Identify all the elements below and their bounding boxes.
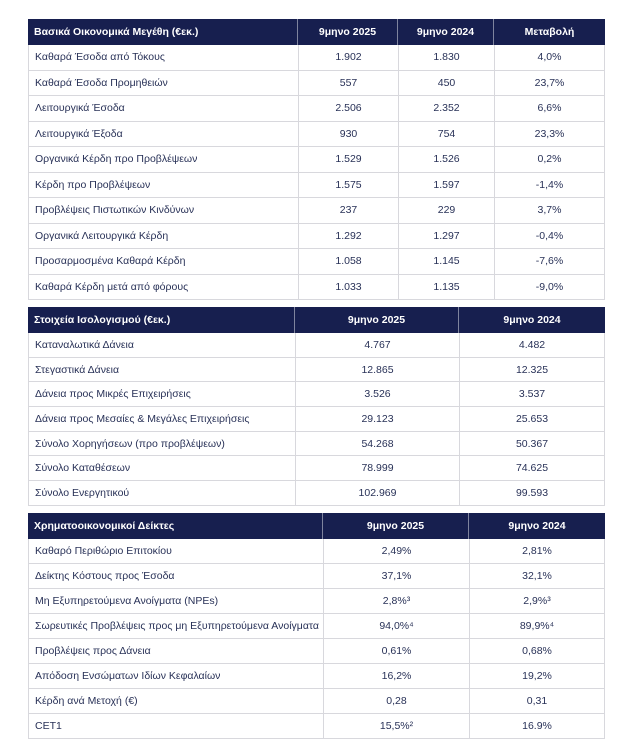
row-label: Δείκτης Κόστους προς Έσοδα	[35, 569, 175, 582]
table-row	[29, 382, 604, 407]
table-row	[29, 45, 604, 71]
row-value: 12.865	[295, 358, 459, 382]
row-label: Προσαρμοσμένα Καθαρά Κέρδη	[35, 255, 186, 268]
table-row	[29, 539, 604, 564]
row-value: 50.367	[459, 432, 604, 456]
basic-financials-body	[28, 45, 605, 300]
table-row	[29, 689, 604, 714]
table-row	[29, 173, 604, 199]
row-value: 32,1%	[469, 564, 604, 588]
row-value: 4.482	[459, 333, 604, 357]
row-value: 1.135	[398, 275, 494, 300]
table-row	[29, 275, 604, 301]
row-label: Καθαρά Έσοδα από Τόκους	[35, 51, 165, 64]
row-label: Σύνολο Καταθέσεων	[35, 462, 131, 475]
row-label: Σύνολο Χορηγήσεων (προ προβλέψεων)	[35, 437, 225, 450]
row-label: Κέρδη προ Προβλέψεων	[35, 178, 151, 191]
column-header-9m-2024: 9μηνο 2024	[468, 513, 605, 539]
table-row	[29, 358, 604, 383]
column-header-9m-2025: 9μηνο 2025	[297, 19, 397, 45]
row-label: Καταναλωτικά Δάνεια	[35, 338, 134, 351]
table-row	[29, 564, 604, 589]
row-value: 1.902	[298, 45, 398, 70]
row-label: Μη Εξυπηρετούμενα Ανοίγματα (NPEs)	[35, 594, 219, 607]
column-header-9m-2025: 9μηνο 2025	[294, 307, 458, 333]
row-label: Στεγαστικά Δάνεια	[35, 363, 120, 376]
table-row	[29, 664, 604, 689]
basic-financials-table	[28, 19, 605, 300]
row-value: 23,7%	[494, 71, 604, 96]
row-value: -1,4%	[494, 173, 604, 198]
row-value: 450	[398, 71, 494, 96]
row-value: 0,2%	[494, 147, 604, 172]
row-label: Οργανικά Λειτουργικά Κέρδη	[35, 229, 169, 242]
row-label: Προβλέψεις Πιστωτικών Κινδύνων	[35, 204, 195, 217]
row-value: 19,2%	[469, 664, 604, 688]
table-row	[29, 407, 604, 432]
row-value: 1.058	[298, 249, 398, 274]
row-value: 0,61%	[323, 639, 469, 663]
table-row	[29, 71, 604, 97]
financial-ratios-body	[28, 539, 605, 739]
row-value: 930	[298, 122, 398, 147]
table-row	[29, 147, 604, 173]
row-value: 1.575	[298, 173, 398, 198]
row-value: 1.529	[298, 147, 398, 172]
table-row	[29, 198, 604, 224]
row-label: Σύνολο Ενεργητικού	[35, 486, 130, 499]
row-value: 2.352	[398, 96, 494, 121]
row-value: 99.593	[459, 481, 604, 505]
row-value: -9,0%	[494, 275, 604, 300]
row-value: 94,0%⁴	[323, 614, 469, 638]
balance-sheet-header	[28, 307, 605, 333]
column-header-9m-2024: 9μηνο 2024	[458, 307, 605, 333]
tables-container	[28, 19, 605, 739]
row-value: 4,0%	[494, 45, 604, 70]
table-row	[29, 639, 604, 664]
table-row	[29, 122, 604, 148]
row-value: -7,6%	[494, 249, 604, 274]
table-title: Στοιχεία Ισολογισμού (€εκ.)	[34, 314, 171, 326]
financial-ratios-table	[28, 513, 605, 739]
column-header-change: Μεταβολή	[493, 19, 605, 45]
row-value: 16.9%	[469, 714, 604, 738]
row-value: 229	[398, 198, 494, 223]
row-value: 237	[298, 198, 398, 223]
row-value: 29.123	[295, 407, 459, 431]
row-value: 1.526	[398, 147, 494, 172]
table-row	[29, 614, 604, 639]
table-row	[29, 224, 604, 250]
table-row	[29, 333, 604, 358]
row-value: 3.526	[295, 382, 459, 406]
row-label: Δάνεια προς Μεσαίες & Μεγάλες Επιχειρήσεις	[35, 412, 250, 425]
row-value: 16,2%	[323, 664, 469, 688]
row-label: Απόδοση Ενσώματων Ιδίων Κεφαλαίων	[35, 669, 221, 682]
row-value: 25.653	[459, 407, 604, 431]
row-label: Καθαρά Έσοδα Προμηθειών	[35, 76, 168, 89]
balance-sheet-table	[28, 307, 605, 506]
row-value: 102.969	[295, 481, 459, 505]
table-row	[29, 714, 604, 739]
row-value: 6,6%	[494, 96, 604, 121]
row-value: 2,49%	[323, 539, 469, 563]
row-value: 1.033	[298, 275, 398, 300]
table-title: Βασικά Οικονομικά Μεγέθη (€εκ.)	[34, 26, 199, 38]
table-row	[29, 96, 604, 122]
table-row	[29, 481, 604, 506]
balance-sheet-body	[28, 333, 605, 506]
row-value: 557	[298, 71, 398, 96]
row-value: 1.297	[398, 224, 494, 249]
row-value: 2,8%³	[323, 589, 469, 613]
table-row	[29, 249, 604, 275]
row-value: 3,7%	[494, 198, 604, 223]
row-value: 0,68%	[469, 639, 604, 663]
row-label: Λειτουργικά Έξοδα	[35, 127, 123, 140]
column-header-9m-2025: 9μηνο 2025	[322, 513, 468, 539]
row-label: Λειτουργικά Έσοδα	[35, 102, 125, 115]
row-value: -0,4%	[494, 224, 604, 249]
basic-financials-header	[28, 19, 605, 45]
row-label: Προβλέψεις προς Δάνεια	[35, 644, 151, 657]
table-row	[29, 589, 604, 614]
row-value: 1.292	[298, 224, 398, 249]
row-label: CET1	[35, 719, 62, 732]
row-value: 15,5%²	[323, 714, 469, 738]
financial-ratios-header	[28, 513, 605, 539]
row-value: 23,3%	[494, 122, 604, 147]
row-value: 0,31	[469, 689, 604, 713]
row-label: Κέρδη ανά Μετοχή (€)	[35, 694, 138, 707]
table-row	[29, 456, 604, 481]
row-value: 2,9%³	[469, 589, 604, 613]
row-value: 754	[398, 122, 494, 147]
row-value: 4.767	[295, 333, 459, 357]
row-value: 74.625	[459, 456, 604, 480]
row-value: 89,9%⁴	[469, 614, 604, 638]
row-value: 12.325	[459, 358, 604, 382]
row-label: Δάνεια προς Μικρές Επιχειρήσεις	[35, 388, 191, 401]
row-value: 54.268	[295, 432, 459, 456]
row-label: Οργανικά Κέρδη προ Προβλέψεων	[35, 153, 198, 166]
row-value: 37,1%	[323, 564, 469, 588]
row-value: 3.537	[459, 382, 604, 406]
table-row	[29, 432, 604, 457]
row-value: 2.506	[298, 96, 398, 121]
row-value: 2,81%	[469, 539, 604, 563]
table-title: Χρηματοοικονομικοί Δείκτες	[34, 519, 175, 532]
row-value: 0,28	[323, 689, 469, 713]
row-value: 1.597	[398, 173, 494, 198]
row-label: Σωρευτικές Προβλέψεις προς μη Εξυπηρετούμενα Ανοίγματα	[35, 619, 319, 632]
column-header-9m-2024: 9μηνο 2024	[397, 19, 493, 45]
row-value: 1.145	[398, 249, 494, 274]
row-value: 1.830	[398, 45, 494, 70]
row-label: Καθαρά Κέρδη μετά από φόρους	[35, 280, 189, 293]
row-label: Καθαρό Περιθώριο Επιτοκίου	[35, 544, 172, 557]
row-value: 78.999	[295, 456, 459, 480]
